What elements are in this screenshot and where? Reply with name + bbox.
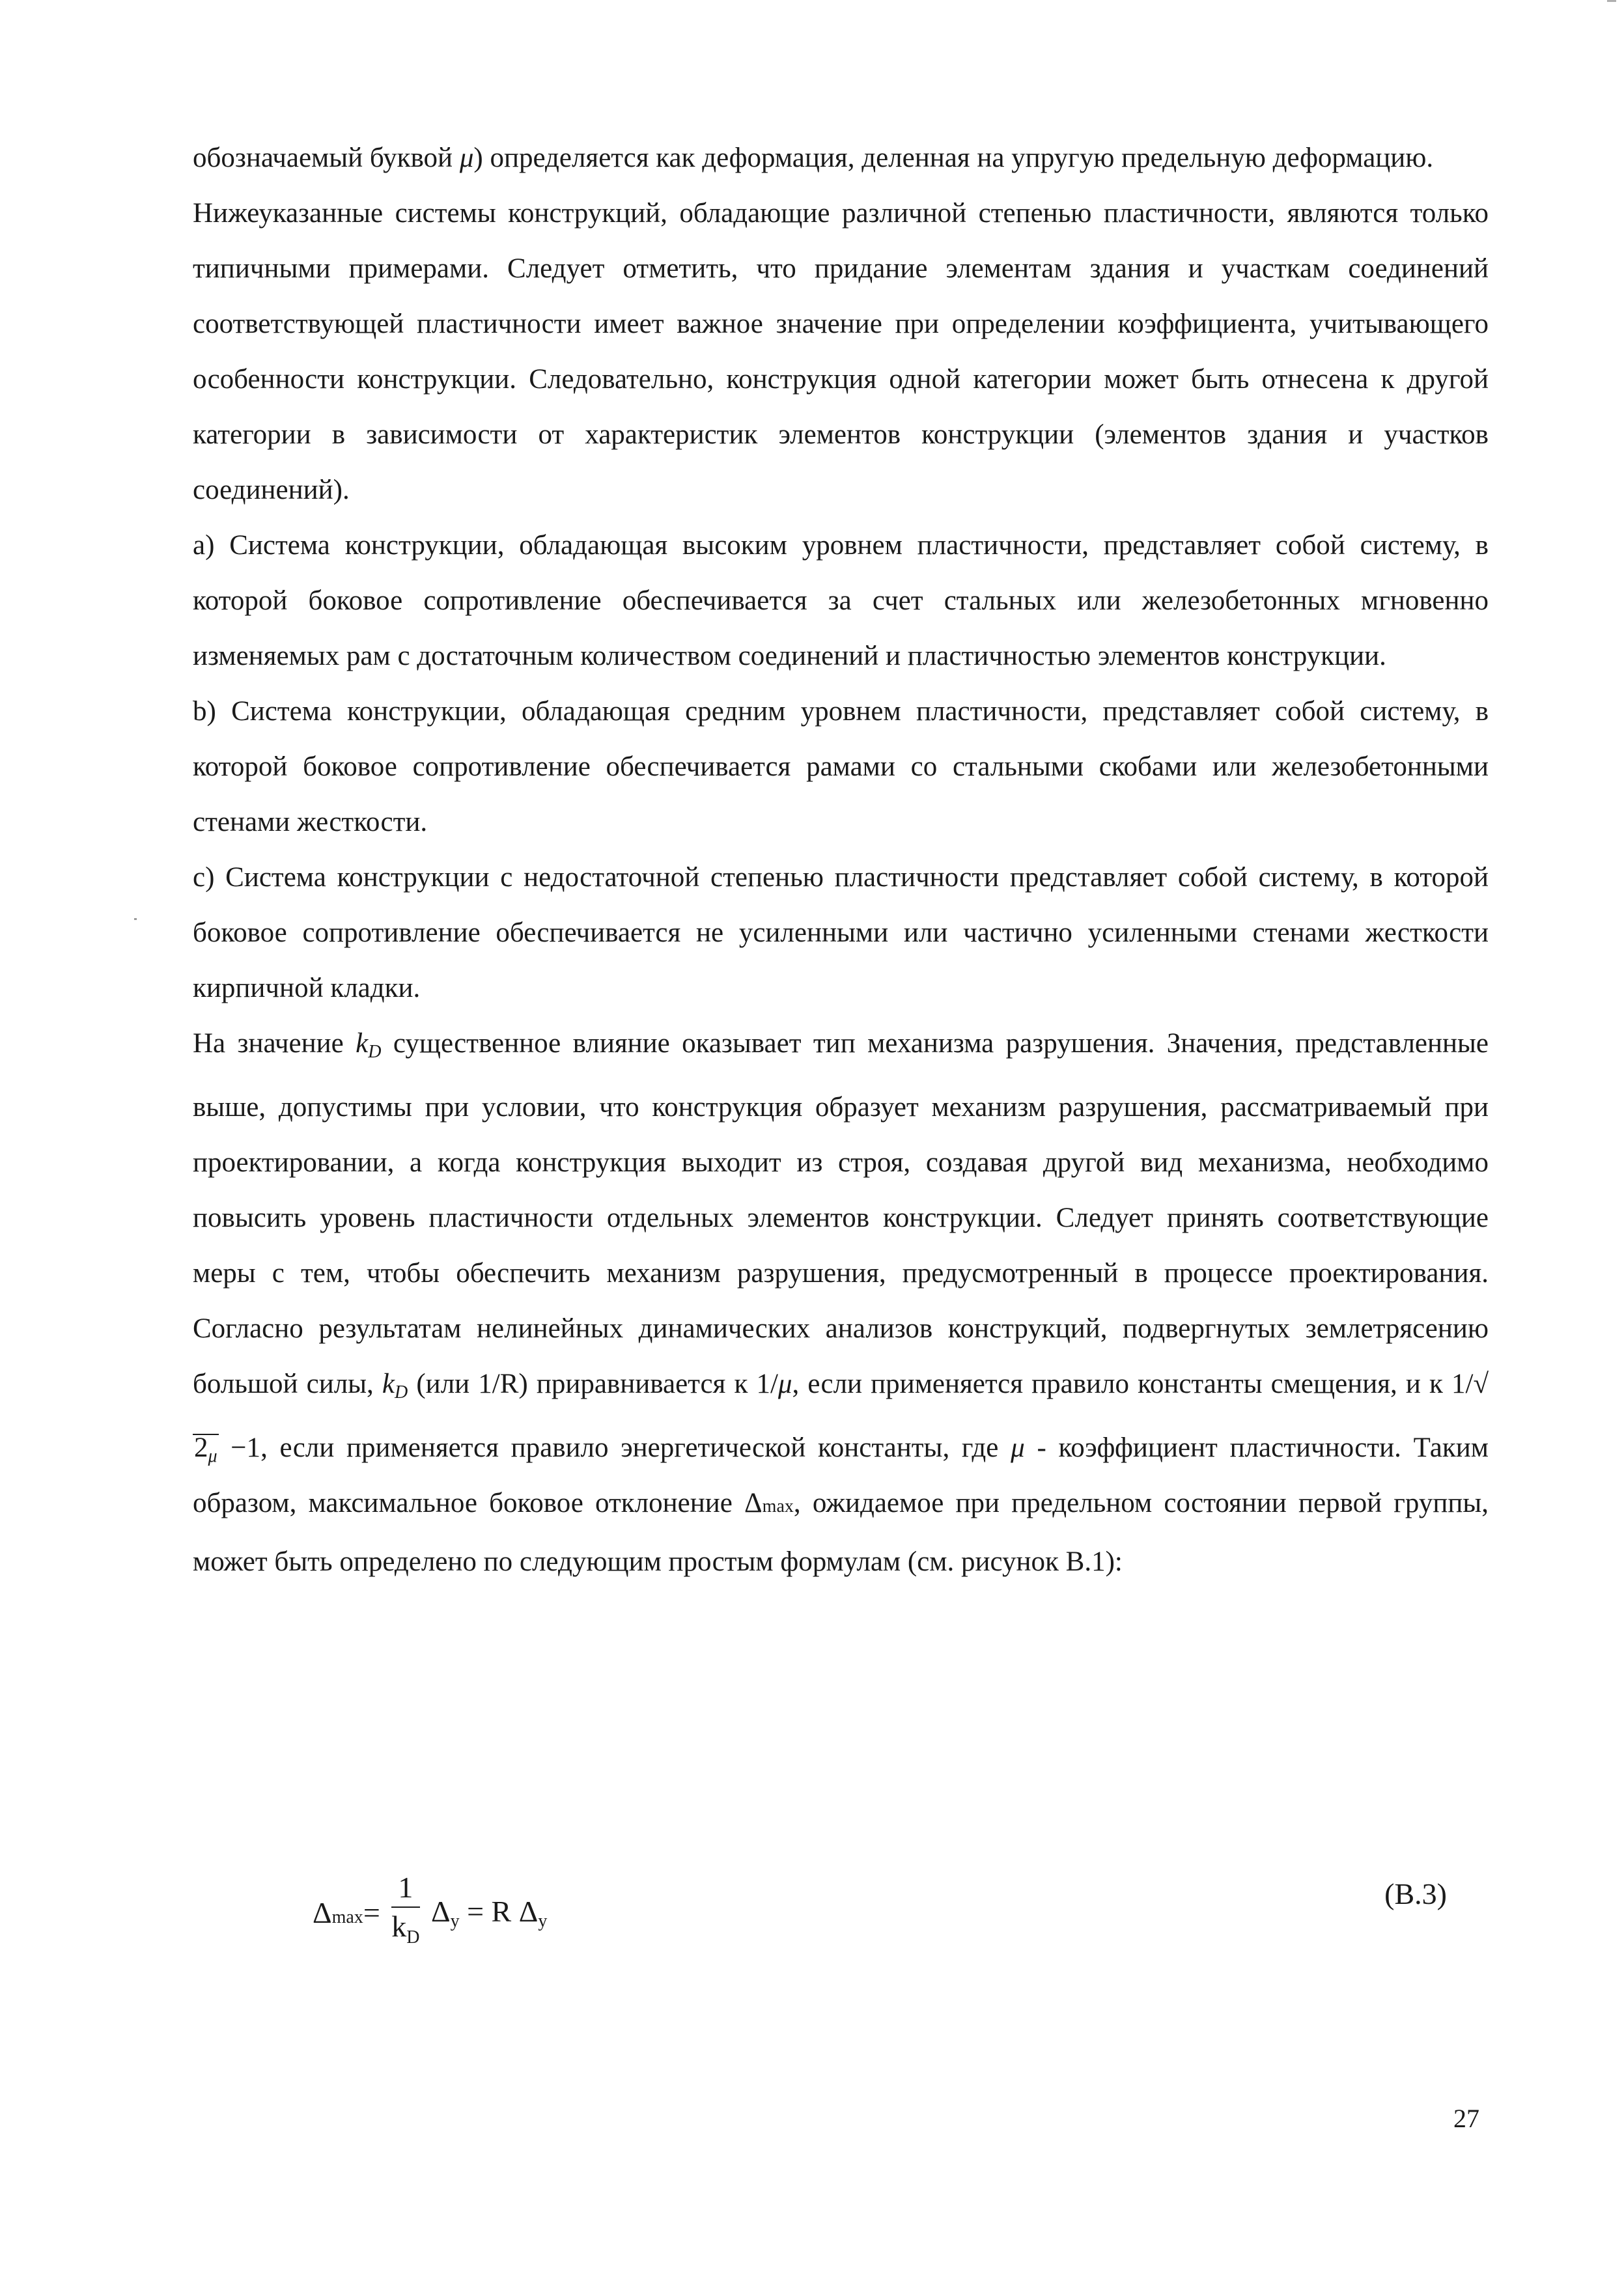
- delta-max-symbol: [744, 1488, 794, 1518]
- text-run: обозначаемый буквой: [193, 143, 453, 173]
- mu-symbol: μ: [459, 143, 474, 173]
- d-subscript: D: [395, 1382, 408, 1403]
- delta-letter: Δ: [518, 1894, 539, 1928]
- mu-symbol: μ: [777, 1369, 792, 1399]
- sqrt-radicand: [193, 1434, 219, 1470]
- fraction-numerator: 1: [391, 1869, 419, 1908]
- paragraph-kd-influence: [193, 1016, 1489, 1589]
- formula-lhs: [313, 1895, 380, 1930]
- mu-subscript: μ: [208, 1446, 217, 1466]
- minus-one: −1: [231, 1432, 261, 1463]
- delta-letter: Δ: [431, 1894, 451, 1928]
- one-over: 1/: [1451, 1369, 1474, 1399]
- text-run: , если применяется правило энергетической константы, где: [260, 1432, 999, 1463]
- scan-corner-mark: [1607, 0, 1616, 2]
- y-subscript: y: [538, 1910, 548, 1931]
- max-subscript: max: [331, 1907, 363, 1927]
- fraction-one-over-kd: [391, 1869, 419, 1957]
- paragraph-high-ductility: а) Система конструкции, обладающая высоким уровнем пластичности, представляет собой систему, в которой боковое сопротивление обеспечивается за счет стальных или железобетонных мгновенно изменяемых рам с достаточным количеством соединений и пластичностью элементов конструкции.: [193, 530, 1489, 671]
- scan-margin-mark: [134, 918, 137, 920]
- two: 2: [194, 1432, 208, 1463]
- text-run: (или 1/R) приравнивается к: [416, 1369, 748, 1399]
- d-subscript: D: [406, 1927, 420, 1948]
- text-run: ) определяется как деформация, деленная на упругую предельную деформацию.: [473, 143, 1434, 173]
- paragraph-low-ductility: с) Система конструкции с недостаточной степенью пластичности представляет собой систему, в которой боковое сопротивление обеспечивается не усиленными или частично усиленными стенами жесткости кирпичной кладки.: [193, 862, 1489, 1003]
- text-run: , если применяется правило константы смещения, и к: [792, 1369, 1443, 1399]
- page-number: 27: [1453, 2104, 1479, 2133]
- text-run: , ожидаемое при предельном состоянии первой группы, может быть определено по следующим простым формулам (см. рисунок В.1):: [193, 1488, 1489, 1577]
- one-over: 1/: [756, 1369, 778, 1399]
- delta-letter: Δ: [313, 1896, 332, 1929]
- kd-symbol: [356, 1028, 382, 1062]
- paragraph-systems-intro: Нижеуказанные системы конструкций, обладающие различной степенью пластичности, являются только типичными примерами. Следует отметить, что придание элементам здания и участкам соединений соответствующей пластичности имеет важное значение при определении коэффициента, учитывающего особенности конструкции. Следовательно, конструкция одной категории может быть отнесена к другой категории в зависимости от характеристик элементов конструкции (элементов здания и участков соединений).: [193, 198, 1489, 505]
- sqrt-sign: √: [1473, 1369, 1489, 1399]
- d-subscript: D: [368, 1042, 382, 1062]
- text-run: - коэффициент пластичности. Таким образом, максимальное боковое отклонение: [193, 1432, 1489, 1518]
- equation-number: (В.3): [1384, 1877, 1447, 1910]
- delta-letter: Δ: [744, 1488, 763, 1518]
- body-text: [193, 130, 1489, 1589]
- mu-symbol: μ: [1011, 1432, 1025, 1463]
- text-run: существенное влияние оказывает тип механизма разрушения. Значения, представленные выше, допустимы при условии, что конструкция образует механизм разрушения, рассматриваемый при проектировании, а когда конструкция выходит из строя, создавая другой вид механизма, необходимо повысить уровень пластичности отдельных элементов конструкции. Следует принять соответствующие меры с тем, чтобы обеспечить механизм разрушения, предусмотренный в процессе проектирования. Согласно результатам нелинейных динамических анализов конструкций, подвергнутых землетрясению большой силы,: [193, 1028, 1489, 1399]
- y-subscript: y: [450, 1910, 460, 1931]
- kd-symbol: [382, 1369, 408, 1403]
- equals-r: = R: [467, 1894, 512, 1928]
- paragraph-medium-ductility: b) Система конструкции, обладающая средним уровнем пластичности, представляет собой систему, в которой боковое сопротивление обеспечивается рамами со стальными скобами или железобетонными стенами жесткости.: [193, 696, 1489, 837]
- equals-sign: =: [363, 1896, 380, 1929]
- k-letter: k: [391, 1910, 407, 1943]
- k-letter: k: [356, 1028, 369, 1059]
- max-subscript: max: [762, 1496, 794, 1516]
- formula-b3: [313, 1869, 1485, 1960]
- formula-rhs: [431, 1894, 547, 1932]
- paragraph-mu-definition: [193, 130, 1489, 186]
- one-over-mu: [756, 1369, 792, 1399]
- text-run: На значение: [193, 1028, 344, 1059]
- fraction-denominator: [391, 1908, 419, 1957]
- k-letter: k: [382, 1369, 395, 1399]
